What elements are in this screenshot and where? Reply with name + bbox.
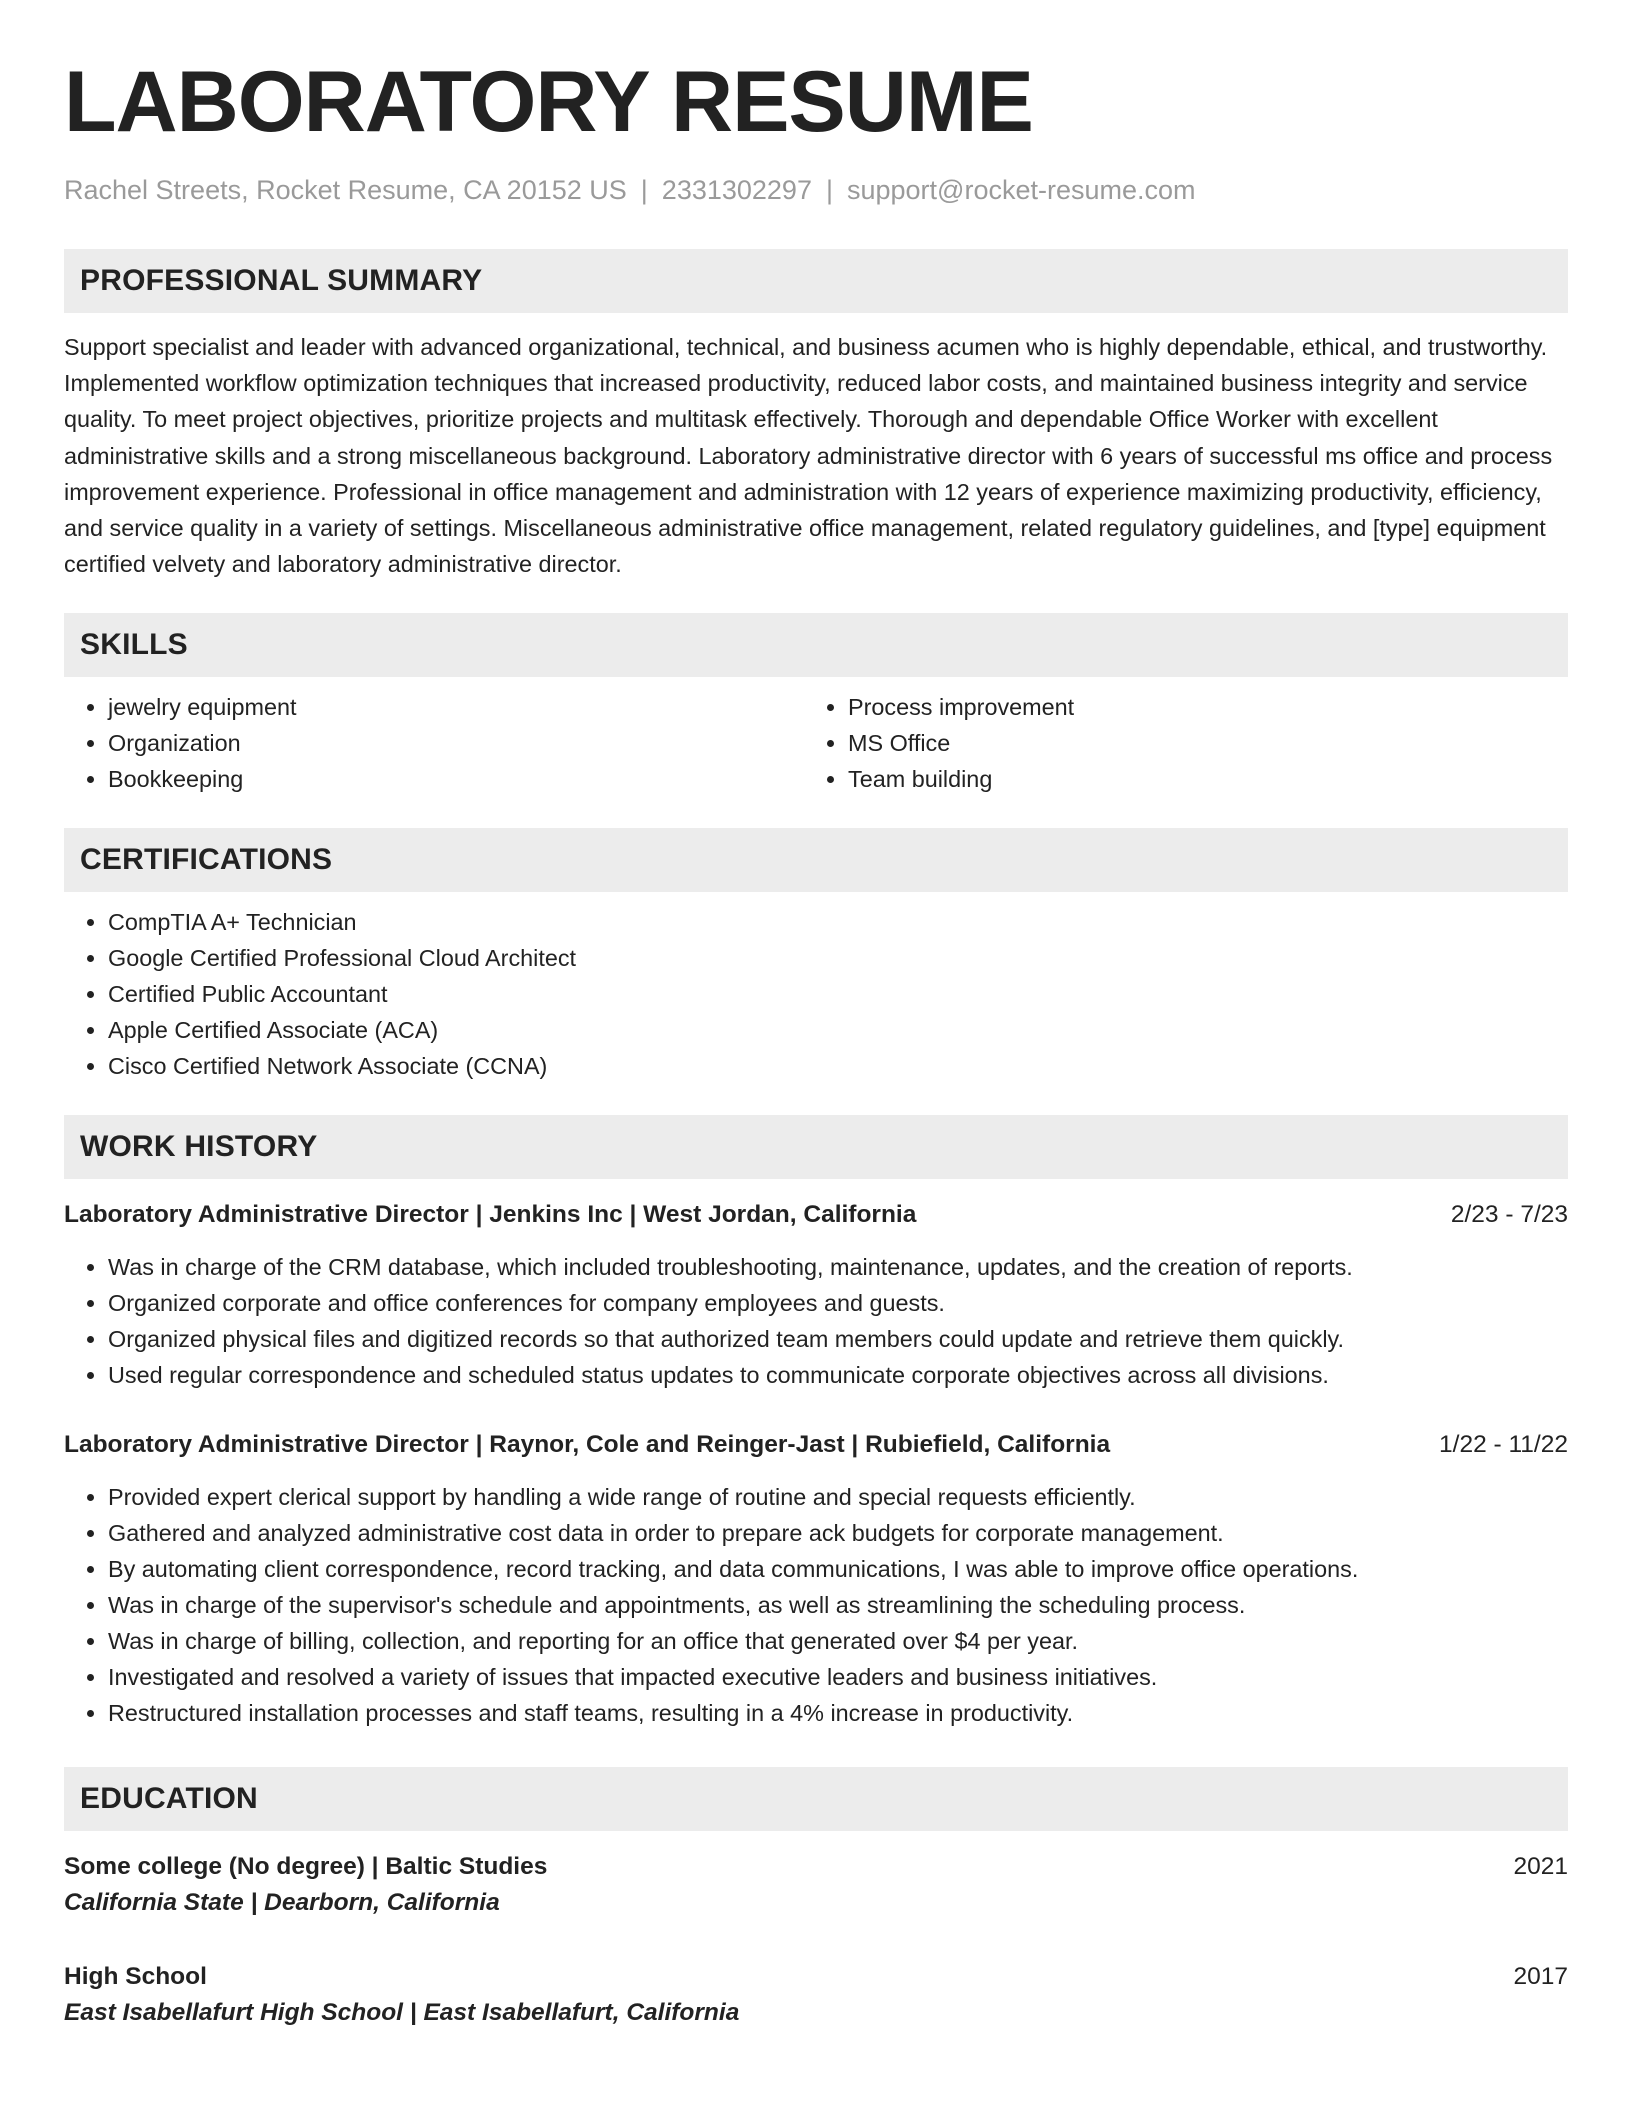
resume-title: LABORATORY RESUME xyxy=(64,54,1033,150)
job-entry xyxy=(64,1197,1568,1393)
job-dates: 2/23 - 7/23 xyxy=(1450,1201,1568,1229)
job-bullet: • Used regular correspondence and scheduled status updates to communicate corporate objectives across all divisions. xyxy=(108,1357,1568,1393)
contact-separator: | xyxy=(640,175,648,205)
job-bullet: • Provided expert clerical support by handling a wide range of routine and special requests efficiently. xyxy=(108,1479,1568,1515)
certification-item: • Google Certified Professional Cloud Architect xyxy=(108,940,1568,976)
skill-item: • MS Office xyxy=(848,725,1564,761)
contact-separator: | xyxy=(825,175,833,205)
summary-section xyxy=(64,249,1568,582)
education-entry xyxy=(64,1959,1568,2031)
skill-item: • Team building xyxy=(848,761,1564,797)
skills-grid xyxy=(64,689,1568,797)
skills-section xyxy=(64,613,1568,797)
job-header xyxy=(64,1427,1568,1463)
job-bullet: • Investigated and resolved a variety of issues that impacted executive leaders and business initiatives. xyxy=(108,1659,1568,1695)
education-year: 2021 xyxy=(1513,1853,1568,1881)
certification-item: • Certified Public Accountant xyxy=(108,976,1568,1012)
education-header xyxy=(64,1849,1568,1885)
work-history-section xyxy=(64,1115,1568,1731)
certification-item: • CompTIA A+ Technician xyxy=(108,904,1568,940)
job-bullet: • By automating client correspondence, record tracking, and data communications, I was able to improve office operations. xyxy=(108,1551,1568,1587)
education-header xyxy=(64,1959,1568,1995)
education-school: East Isabellafurt High School | East Isabellafurt, California xyxy=(64,1999,740,2027)
job-entry xyxy=(64,1427,1568,1731)
job-bullet: • Organized physical files and digitized records so that authorized team members could update and retrieve them quickly. xyxy=(108,1321,1568,1357)
education-year: 2017 xyxy=(1513,1963,1568,1991)
contact-phone: 2331302297 xyxy=(661,175,812,205)
contact-address: Rachel Streets, Rocket Resume, CA 20152 US xyxy=(64,175,627,205)
certification-item: • Apple Certified Associate (ACA) xyxy=(108,1012,1568,1048)
job-header xyxy=(64,1197,1568,1233)
certification-item: • Cisco Certified Network Associate (CCNA) xyxy=(108,1048,1568,1084)
job-bullet: • Was in charge of billing, collection, and reporting for an office that generated over $4 per year. xyxy=(108,1623,1568,1659)
job-bullet: • Organized corporate and office conferences for company employees and guests. xyxy=(108,1285,1568,1321)
education-school: California State | Dearborn, California xyxy=(64,1889,500,1917)
skill-item: • Process improvement xyxy=(848,689,1564,725)
skill-item: • Bookkeeping xyxy=(108,761,804,797)
work-history-heading: WORK HISTORY xyxy=(64,1115,1568,1179)
job-title: Laboratory Administrative Director | Jenkins Inc | West Jordan, California xyxy=(64,1201,917,1229)
certifications-heading: CERTIFICATIONS xyxy=(64,828,1568,892)
skill-item: • jewelry equipment xyxy=(108,689,804,725)
skill-item: • Organization xyxy=(108,725,804,761)
summary-text: Support specialist and leader with advanced organizational, technical, and business acumen who is highly dependable, ethical, and trustworthy. Implemented workflow optimization techniques that increased productivity, reduced labor costs, and maintained business integrity and service quality. To meet project objectives, prioritize projects and multitask effectively. Thorough and dependable Office Worker with excellent administrative skills and a strong miscellaneous background. Laboratory administrative director with 6 years of successful ms office and process improvement experience. Professional in office management and administration with 12 years of experience maximizing productivity, efficiency, and service quality in a variety of settings. Miscellaneous administrative office management, related regulatory guidelines, and [type] equipment certified velvety and laboratory administrative director. xyxy=(64,334,1553,578)
education-entry xyxy=(64,1849,1568,1921)
education-degree: High School xyxy=(64,1963,207,1991)
skills-column-right xyxy=(804,689,1564,797)
certifications-section xyxy=(64,828,1568,1084)
skills-column-left xyxy=(64,689,804,797)
education-degree: Some college (No degree) | Baltic Studies xyxy=(64,1853,548,1881)
job-bullet: • Was in charge of the supervisor's schedule and appointments, as well as streamlining the scheduling process. xyxy=(108,1587,1568,1623)
contact-line xyxy=(64,172,1568,208)
job-bullet: • Was in charge of the CRM database, which included troubleshooting, maintenance, updates, and the creation of reports. xyxy=(108,1249,1568,1285)
job-bullet: • Gathered and analyzed administrative cost data in order to prepare ack budgets for corporate management. xyxy=(108,1515,1568,1551)
skills-heading: SKILLS xyxy=(64,613,1568,677)
job-dates: 1/22 - 11/22 xyxy=(1439,1431,1568,1459)
contact-email: support@rocket-resume.com xyxy=(846,175,1196,205)
job-bullet: • Restructured installation processes and staff teams, resulting in a 4% increase in productivity. xyxy=(108,1695,1568,1731)
education-section xyxy=(64,1767,1568,2031)
summary-heading: PROFESSIONAL SUMMARY xyxy=(64,249,1568,313)
education-heading: EDUCATION xyxy=(64,1767,1568,1831)
job-title: Laboratory Administrative Director | Raynor, Cole and Reinger-Jast | Rubiefield, California xyxy=(64,1431,1111,1459)
